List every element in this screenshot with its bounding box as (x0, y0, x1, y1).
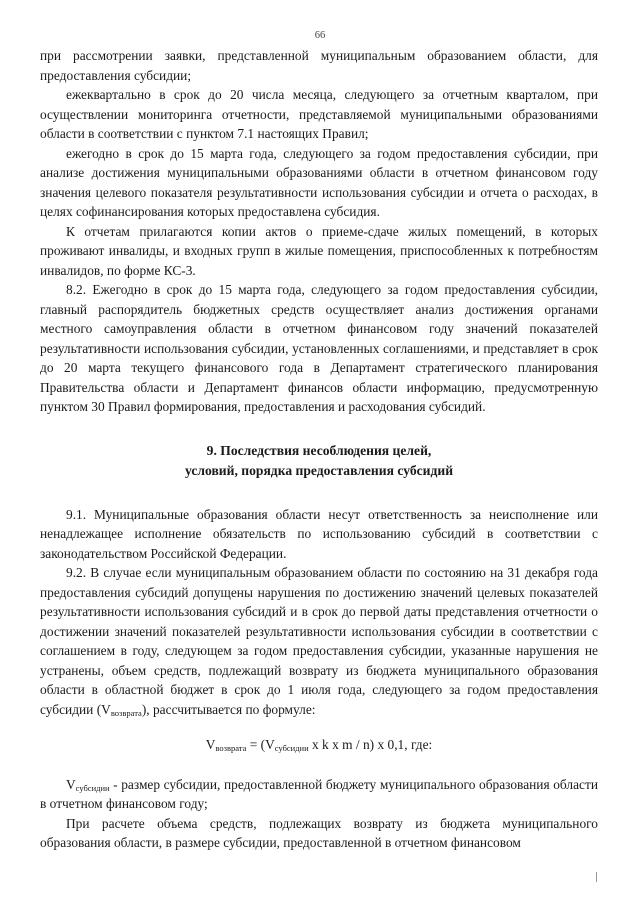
section-heading (40, 441, 598, 481)
definition-paragraph (40, 775, 598, 814)
paragraph: при рассмотрении заявки, представленной муниципальным образованием области, для предоставления субсидии; (40, 48, 598, 83)
formula-subsidy-subscript: субсидии (274, 743, 309, 753)
paragraph-9-2-tail: ), рассчитывается по формуле: (141, 701, 316, 717)
formula-rest: x k x m / n) x 0,1, где: (308, 737, 433, 752)
page-number: 66 (314, 30, 326, 41)
paragraph: К отчетам прилагаются копии актов о приеме-сдаче жилых помещений, в которых проживают инвалиды, и входных групп в жилые помещения, приспособленных к потребностям инвалидов, по форме КС-3. (40, 223, 598, 278)
formula-mid: = (V (246, 737, 275, 752)
paragraph-9-1: 9.1. Муниципальные образования области несут ответственность за неисполнение или ненадлежащее исполнение обязательств по использованию субсидий в соответствии с законодательством Российской Федерации. (40, 506, 598, 561)
definition-v: V (66, 776, 76, 792)
paragraph-9-2-text: 9.2. В случае если муниципальным образованием области по состоянию на 31 декабря года предоставления субсидий допущены нарушения по достижению значений целевых показателей результативности использования субсидий и в срок до первой даты представления отчетности о достижении значений показателей результативности использования субсидии в соответствии с соглашением в году, следующем за годом предоставления субсидии, указанные нарушения не устранены, объем средств, подлежащий возврату из бюджета муниципального образования области в областной бюджет в срок до 1 июля года, следующего за годом предоставления субсидии (V (40, 565, 598, 717)
scan-mark (596, 872, 597, 882)
paragraph: ежеквартально в срок до 20 числа месяца, следующего за отчетным кварталом, при осуществлении мониторинга отчетности, представляемой муниципальными образованиями области в соответствии с пунктом 7.1 настоящих Правил; (40, 87, 598, 141)
document-body (40, 46, 598, 853)
definition-text: - размер субсидии, предоставленной бюджету муниципального образования области в отчетном финансовом году; (40, 776, 598, 811)
v-return-subscript: возврата (110, 707, 142, 718)
definition-subscript: субсидии (75, 782, 110, 793)
formula-v: V (205, 737, 216, 752)
last-paragraph: При расчете объема средств, подлежащих возврату из бюджета муниципального образования области, в размере субсидии, предоставленной в отчетном финансовом (40, 815, 598, 850)
formula (40, 735, 598, 755)
formula-v-subscript: возврата (215, 743, 247, 753)
section-heading-line-1: 9. Последствия несоблюдения целей, (206, 442, 432, 458)
paragraph: ежегодно в срок до 15 марта года, следующего за годом предоставления субсидии, при анализе достижения муниципальными образованиями области в отчетном финансовом году значения целевого показателя результативности использования субсидии и отчета о расходах, в целях софинансирования которых предоставлена субсидия. (40, 145, 598, 219)
paragraph-8-2: 8.2. Ежегодно в срок до 15 марта года, следующего за годом предоставления субсидии, главный распорядитель бюджетных средств осуществляет анализ достижения органами местного самоуправления области в отчетном финансовом году значений показателей результативности использования субсидии, установленных соглашениями, и представляет в срок до 20 марта текущего финансового года в Департамент стратегического планирования Правительства области и Департамент финансов области информацию, предусмотренную пунктом 30 Правил формирования, предоставления и расходования субсидий. (40, 282, 598, 414)
section-heading-line-2: условий, порядка предоставления субсидий (184, 462, 454, 478)
paragraph-9-2 (40, 563, 598, 719)
